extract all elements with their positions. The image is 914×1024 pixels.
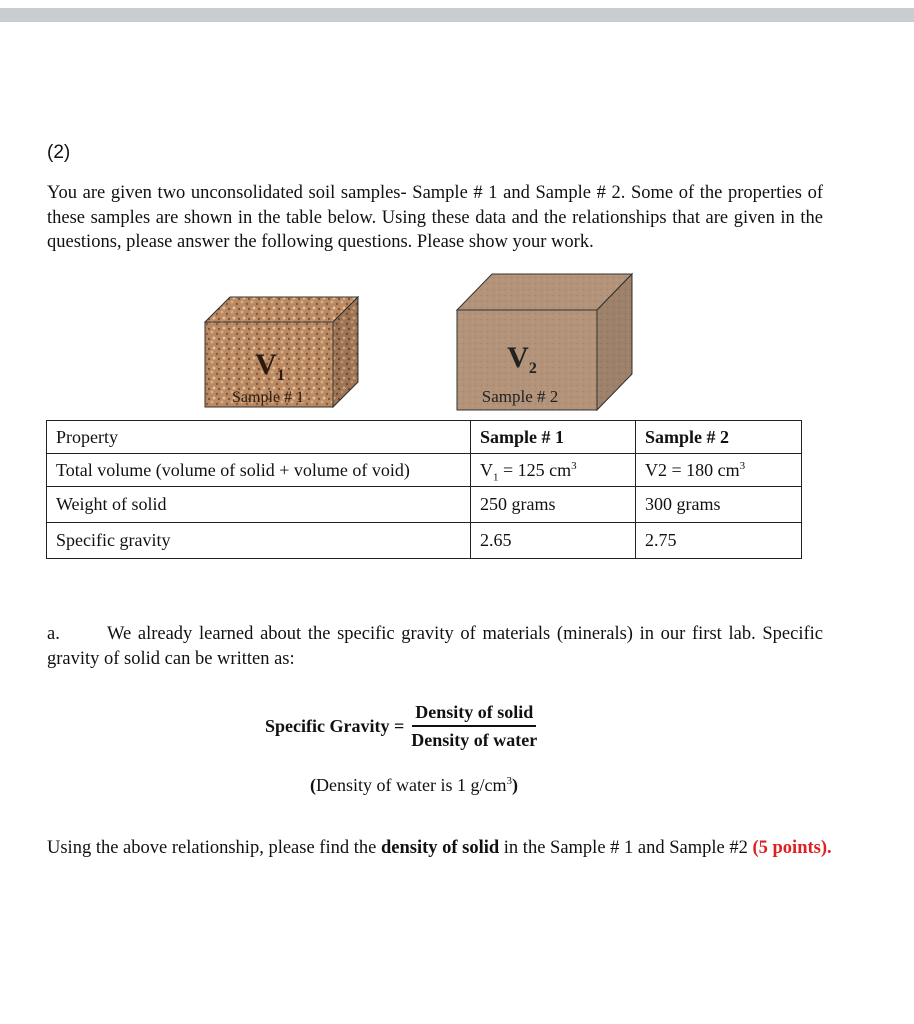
table-row-gravity — [47, 523, 802, 559]
intro-paragraph: You are given two unconsolidated soil samples- Sample # 1 and Sample # 2. Some of the properties of these samples are shown in the table below. Using these data and the relationships that are given in the questions, please answer the following questions. Please show your work. — [47, 183, 823, 252]
sample-cubes-figure — [0, 270, 914, 420]
properties-table — [46, 420, 802, 559]
formula-lhs: Specific Gravity = — [265, 716, 405, 736]
sample-2-cube — [457, 274, 632, 410]
header-sample-1: Sample # 1 — [471, 421, 636, 454]
cube-1-volume-label: $V_1$ — [255, 348, 285, 384]
weight-sample-1: 250 grams — [471, 487, 636, 523]
volume-property: Total volume (volume of solid + volume of void) — [47, 454, 471, 487]
points-label: (5 points). — [752, 838, 832, 858]
gravity-sample-1: 2.65 — [471, 523, 636, 559]
formula-numerator: Density of solid — [412, 702, 536, 727]
sample-1-cube — [205, 297, 358, 407]
volume-sample-2: V2 = 180 $cm^3$ — [636, 454, 802, 487]
header-property: Property — [47, 421, 471, 454]
question-bold-term: density of solid — [380, 838, 500, 858]
question-number: (2) — [47, 142, 71, 163]
weight-property: Weight of solid — [47, 487, 471, 523]
part-a-text: We already learned about the specific gravity of materials (minerals) in our first lab. Specific gravity of solid can be written as: — [47, 624, 823, 669]
part-a-paragraph — [47, 622, 823, 672]
water-density-note: (Density of water is 1 $g/cm^3$) — [310, 775, 518, 795]
question-text: Using the above relationship, please find the density of solid in the Sample # 1 and Sample #2 (5 points). — [47, 838, 832, 858]
gravity-property: Specific gravity — [47, 523, 471, 559]
specific-gravity-formula — [265, 702, 540, 751]
header-sample-2: Sample # 2 — [636, 421, 802, 454]
formula-denominator: Density of water — [411, 730, 538, 750]
table-row-weight — [47, 487, 802, 523]
table-row-volume — [47, 454, 802, 487]
part-a-label: a. — [47, 624, 60, 644]
cube-2-caption: Sample # 2 — [481, 387, 559, 406]
top-bar — [0, 8, 914, 22]
volume-sample-1: $V_1 = 125$ $cm^3$ — [471, 454, 636, 487]
formula-fraction — [408, 702, 540, 751]
weight-sample-2: 300 grams — [636, 487, 802, 523]
gravity-sample-2: 2.75 — [636, 523, 802, 559]
cube-2-volume-label: $V_2$ — [507, 341, 537, 377]
table-header-row — [47, 421, 802, 454]
cube-1-caption: Sample # 1 — [232, 389, 304, 406]
